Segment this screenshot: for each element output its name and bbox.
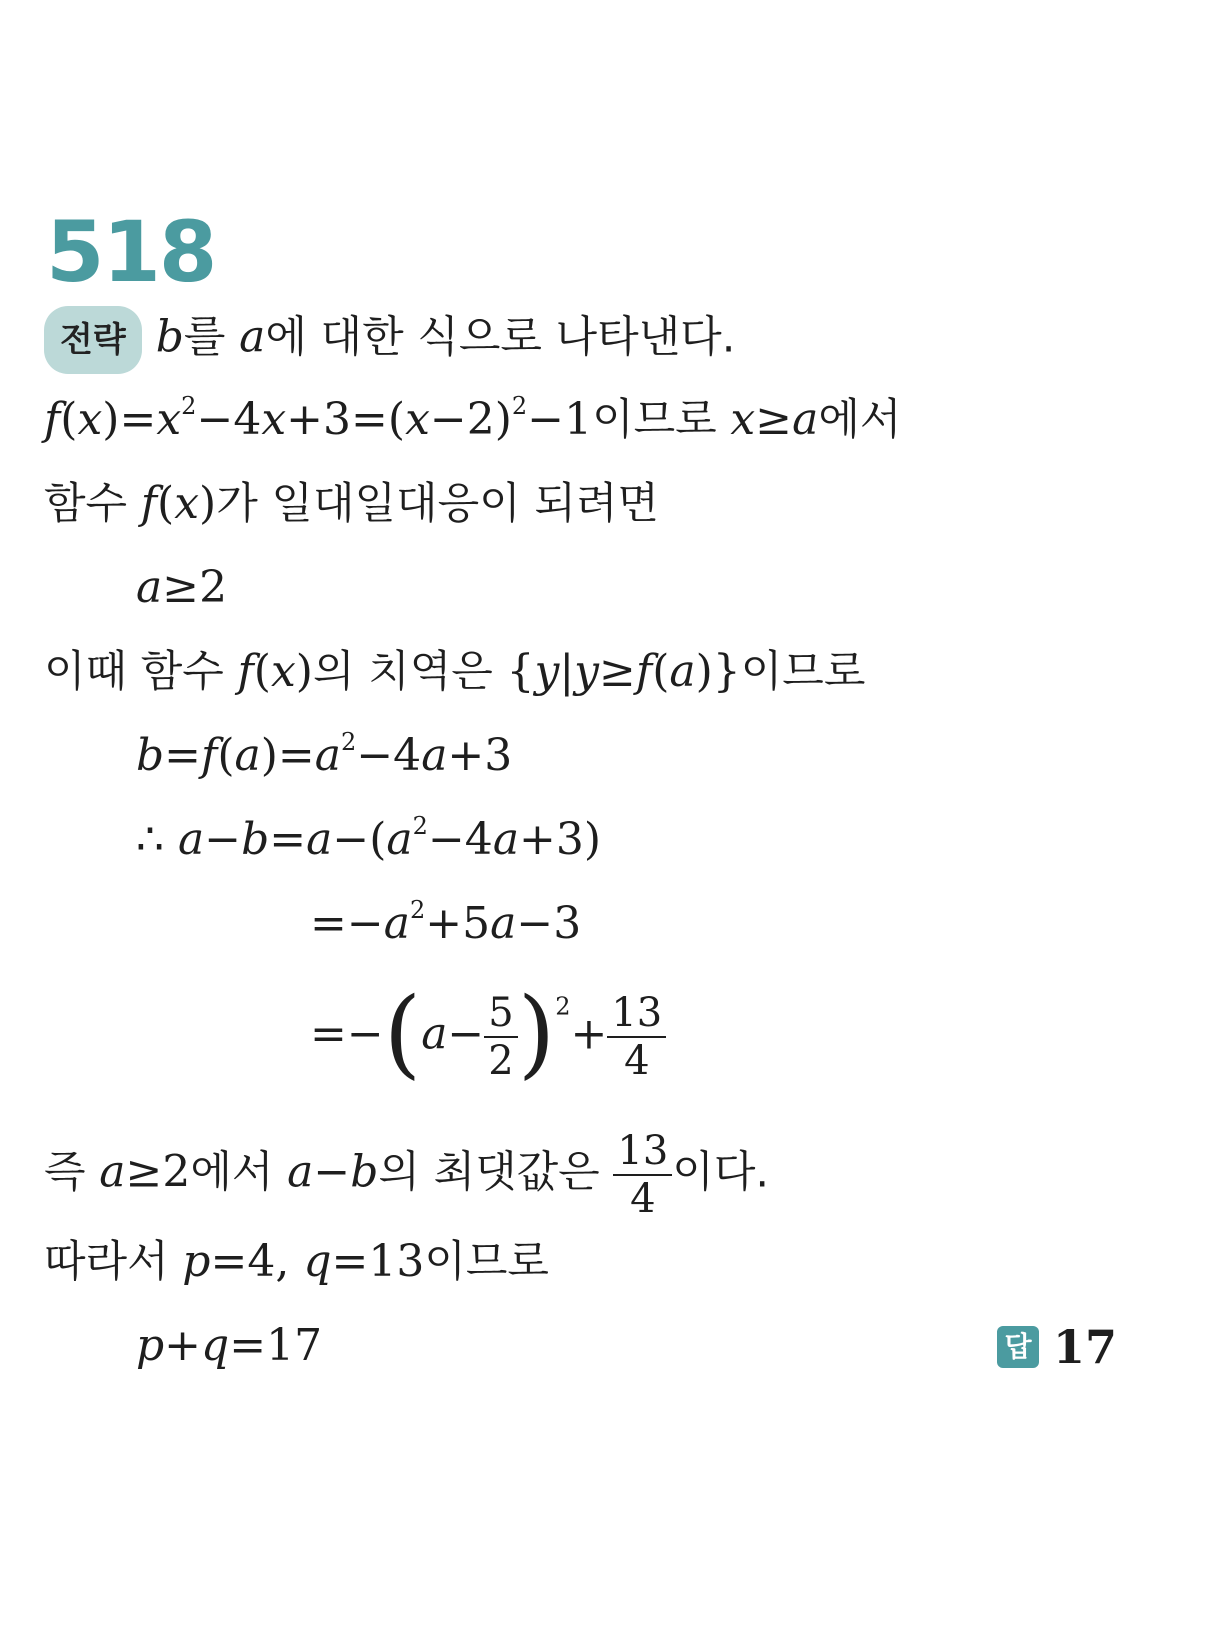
var-a: a	[234, 730, 261, 781]
fraction-denominator: 2	[488, 1038, 514, 1084]
solution-line-4	[44, 642, 865, 702]
func-f: f	[635, 646, 653, 697]
fraction-denominator: 4	[630, 1176, 656, 1222]
term: −(	[332, 814, 387, 865]
solution-line-10	[44, 1232, 549, 1292]
var-a: a	[421, 730, 448, 781]
geq-sign: ≥	[755, 394, 793, 445]
solution-line-8	[310, 977, 666, 1089]
var-a: a	[792, 394, 819, 445]
fraction-13-4	[613, 1128, 672, 1222]
korean-text: 에서	[190, 1147, 288, 1198]
answer-value: 17	[1052, 1320, 1117, 1374]
strategy-text-1: 를	[183, 312, 240, 363]
func-f: f	[140, 478, 158, 529]
term: −2)	[429, 394, 512, 445]
term: ≥2	[125, 1146, 191, 1198]
korean-text: 의 치역은	[312, 647, 507, 697]
var-b: b	[155, 311, 184, 363]
var-x: x	[156, 394, 182, 445]
solution-line-1	[44, 390, 901, 450]
solution-line-2	[44, 474, 659, 534]
var-x: x	[261, 394, 287, 445]
var-b: b	[241, 814, 270, 865]
answer	[997, 1320, 1117, 1374]
var-x: x	[405, 394, 430, 445]
term: −1	[527, 394, 593, 445]
var-q: q	[303, 1236, 332, 1287]
term: =−	[310, 898, 384, 949]
strategy-badge: 전략	[44, 306, 142, 374]
var-x: x	[270, 646, 296, 697]
var-p: p	[182, 1236, 211, 1287]
minus-sign: −	[313, 1146, 351, 1198]
exponent: 2	[412, 812, 428, 840]
var-a: a	[386, 814, 413, 865]
term: =13	[331, 1236, 425, 1287]
fraction-5-2	[484, 990, 517, 1084]
fraction-numerator: 13	[607, 990, 666, 1038]
term: =−	[310, 1008, 384, 1060]
term: +3	[447, 730, 513, 781]
set-bar: |	[559, 646, 575, 697]
fraction-numerator: 13	[613, 1128, 672, 1176]
solution-line-11	[136, 1316, 322, 1376]
paren-eq: )=	[260, 730, 315, 781]
solution-line-5	[136, 726, 512, 786]
paren: (	[157, 478, 175, 529]
paren: (	[60, 394, 78, 445]
eq-sign: =	[269, 814, 307, 865]
korean-text: 따라서	[44, 1237, 183, 1287]
term: +3=(	[286, 394, 406, 445]
term: −4	[196, 394, 262, 445]
var-a: a	[383, 898, 410, 949]
korean-text: 즉	[44, 1147, 100, 1198]
solution-line-6	[136, 810, 601, 870]
korean-text: 에서	[818, 395, 902, 445]
term: =4,	[210, 1236, 304, 1287]
var-a: a	[287, 1146, 314, 1198]
paren: )	[295, 646, 313, 697]
korean-text: 이때 함수	[44, 647, 238, 697]
var-a: a	[492, 814, 520, 865]
term: +3)	[519, 814, 602, 865]
paren: (	[217, 730, 235, 781]
var-a: a	[306, 814, 333, 865]
plus-sign: +	[164, 1320, 202, 1371]
big-right-paren: )	[517, 977, 556, 1089]
geq-sign: ≥	[599, 646, 636, 697]
term: +5	[425, 898, 491, 949]
brace: {	[506, 646, 535, 697]
paren: )	[199, 478, 217, 529]
paren-eq: )=	[102, 394, 157, 445]
term: ≥2	[162, 562, 228, 613]
var-a: a	[490, 898, 517, 949]
var-a: a	[314, 730, 342, 781]
var-y: y	[534, 646, 560, 697]
eq-sign: =	[164, 730, 202, 781]
korean-text: 가 일대일대응이 되려면	[216, 479, 659, 529]
paren: (	[253, 646, 271, 697]
var-y: y	[574, 646, 600, 697]
korean-text: 의 최댓값은	[378, 1147, 614, 1198]
plus-sign: +	[570, 1008, 608, 1060]
korean-text: 함수	[44, 479, 141, 529]
exponent: 2	[181, 392, 197, 420]
var-a: a	[421, 1008, 448, 1060]
paren: (	[652, 646, 670, 697]
solution-line-9	[44, 1128, 769, 1222]
paren-brace: )}	[695, 646, 741, 697]
minus-sign: −	[447, 1008, 485, 1060]
var-a: a	[239, 311, 266, 363]
korean-text: 이다.	[672, 1147, 770, 1198]
func-f: f	[237, 646, 254, 697]
var-a: a	[99, 1146, 126, 1198]
exponent: 2	[409, 896, 426, 924]
var-b: b	[350, 1146, 379, 1198]
exponent: 2	[341, 728, 357, 756]
var-x: x	[174, 478, 200, 529]
solution-line-7	[310, 894, 581, 954]
solution-line-3	[136, 558, 227, 618]
problem-number: 518	[46, 203, 216, 301]
var-x: x	[77, 394, 103, 445]
answer-badge: 답	[997, 1326, 1039, 1368]
strategy-line	[44, 306, 735, 374]
term: =17	[229, 1320, 323, 1371]
var-a: a	[136, 562, 163, 613]
var-x: x	[730, 394, 756, 445]
fraction-13-4	[607, 990, 666, 1084]
korean-text: 이므로	[424, 1237, 549, 1287]
var-b: b	[136, 730, 165, 781]
strategy-text-2: 에 대한 식으로 나타낸다.	[265, 312, 736, 363]
var-a: a	[177, 814, 205, 865]
var-q: q	[201, 1320, 230, 1371]
therefore-sign: ∴	[136, 814, 178, 865]
big-left-paren: (	[383, 977, 422, 1089]
term: −3	[516, 898, 582, 949]
term: −4	[427, 814, 493, 865]
minus-sign: −	[204, 814, 242, 865]
var-p: p	[136, 1320, 165, 1371]
exponent: 2	[511, 392, 528, 420]
korean-text: 이므로	[740, 647, 866, 697]
fraction-numerator: 5	[484, 990, 517, 1038]
term: −4	[356, 730, 422, 781]
var-a: a	[669, 646, 696, 697]
func-f: f	[201, 730, 218, 781]
func-f: f	[44, 394, 61, 445]
korean-text: 이므로	[592, 395, 731, 445]
exponent: 2	[555, 992, 571, 1021]
fraction-denominator: 4	[624, 1038, 650, 1084]
